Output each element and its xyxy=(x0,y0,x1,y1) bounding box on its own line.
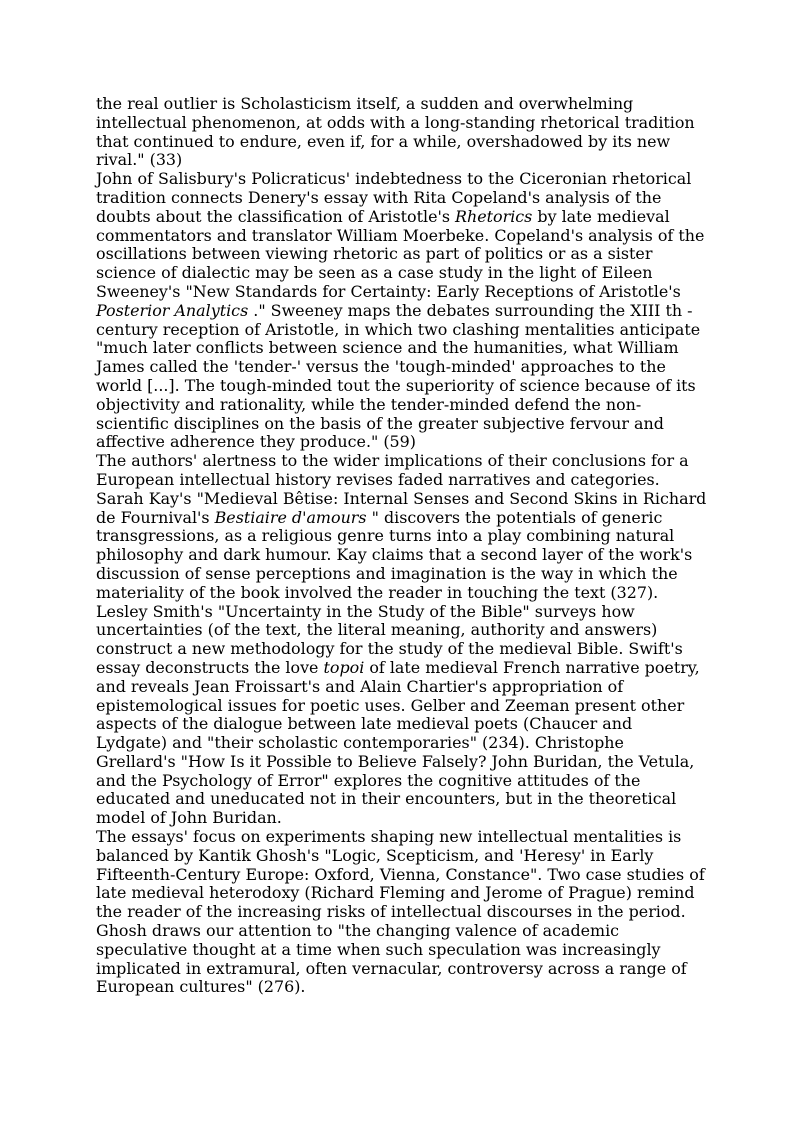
italic-title: Bestiaire d'amours xyxy=(214,507,367,527)
document-body xyxy=(96,95,708,997)
italic-term: topoi xyxy=(323,657,365,677)
paragraph-text: The essays' focus on experiments shaping new intellectual mentalities is balanced by Kantik Ghosh's "Logic, Scepticism, and 'Heresy' in Early Fifteenth-Century Europe: Oxford, Vienna, Constance". Two case studies of late medieval heterodoxy (Richard Fleming and Jerome of Prague) remind the reader of the increasing risks of intellectual discourses in the period. Ghosh draws our attention to "the changing valence of academic speculative thought at a time when such speculation was increasingly implicated in extramural, often vernacular, controversy across a range of European cultures" (276). xyxy=(96,827,705,997)
italic-title: Rhetorics xyxy=(455,206,533,226)
paragraph-ghosh xyxy=(96,828,708,997)
italic-title: Posterior Analytics xyxy=(96,300,249,320)
paragraph-text: " discovers the potentials of generic transgressions, as a religious genre turns into a play combining natural philosophy and dark humour. Kay claims that a second layer of the work's discussion of sense perceptions and imagination is the way in which the materiality of the book involved the reader in touching the text (327). Lesley Smith's "Uncertainty in the Study of the Bible" surveys how uncertainties (of the text, the literal meaning, authority and answers) construct a new methodology for the study of the medieval Bible. Swift's essay deconstructs the love xyxy=(96,507,693,677)
paragraph-text: The authors' alertness to the wider implications of their conclusions for a European intellectual history revises faded narratives and categories. Sarah Kay's "Medieval Bêtise: Internal Senses and Second Skins in Richard de Fournival's xyxy=(96,451,707,527)
paragraph-kay-smith-swift xyxy=(96,452,708,828)
paragraph-text: ." Sweeney maps the debates surrounding the XIII th -century reception of Aristotle, in which two clashing mentalities anticipate "much later conflicts between science and the humanities, what William James called the 'tender-' versus the 'tough-minded' approaches to the world [...]. The tough-minded tout the superiority of science because of its objectivity and rationality, while the tender-minded defend the non-scientific disciplines on the basis of the greater subjective fervour and affective adherence they produce." (59) xyxy=(96,300,701,452)
paragraph-scholasticism-outlier xyxy=(96,95,708,170)
paragraph-text: John of Salisbury's Policraticus' indebtedness to the Ciceronian rhetorical tradition connects Denery's essay with Rita Copeland's analysis of the doubts about the classification of Aristotle's xyxy=(96,169,692,226)
paragraph-text: by late medieval commentators and translator William Moerbeke. Copeland's analysis of the oscillations between viewing rhetoric as part of politics or as a sister science of dialectic may be seen as a case study in the light of Eileen Sweeney's "New Standards for Certainty: Early Receptions of Aristotle's xyxy=(96,206,705,301)
paragraph-copeland-sweeney xyxy=(96,170,708,452)
paragraph-text: the real outlier is Scholasticism itself, a sudden and overwhelming intellectual phenomenon, at odds with a long-standing rhetorical tradition that continued to endure, even if, for a while, overshadowed by its new rival." (33) xyxy=(96,94,695,170)
paragraph-text: of late medieval French narrative poetry, and reveals Jean Froissart's and Alain Chartier's appropriation of epistemological issues for poetic uses. Gelber and Zeeman present other aspects of the dialogue between late medieval poets (Chaucer and Lydgate) and "their scholastic contemporaries" (234). Christophe Grellard's "How Is it Possible to Believe Falsely? John Buridan, the Vetula, and the Psychology of Error" explores the cognitive attitudes of the educated and uneducated not in their encounters, but in the theoretical model of John Buridan. xyxy=(96,657,700,828)
